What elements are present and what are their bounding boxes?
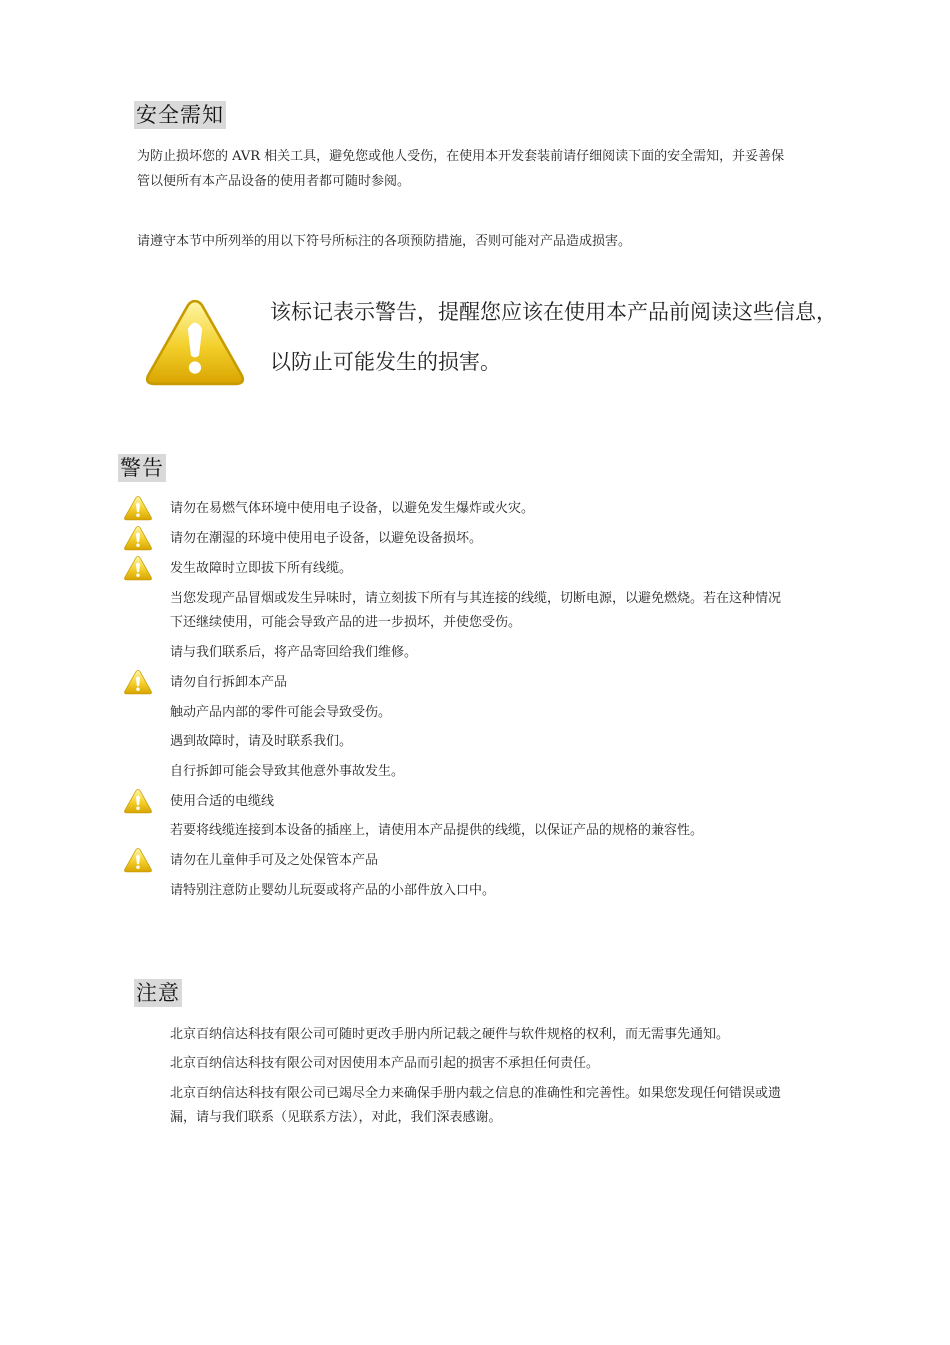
warning-detail: 触动产品内部的零件可能会导致受伤。: [170, 705, 392, 720]
notice-item: 北京百纳信达科技有限公司已竭尽全力来确保手册内载之信息的准确性和完善性。如果您发现任何错误或遗: [170, 1086, 782, 1101]
safety-title: 安全需知: [136, 103, 224, 127]
warning-item: 使用合适的电缆线: [170, 794, 275, 809]
warning-symbol-text-line-2: 以防止可能发生的损害。: [270, 350, 501, 374]
warning-detail: 当您发现产品冒烟或发生异味时，请立刻拔下所有与其连接的线缆，切断电源，以避免燃烧。若在这种情况: [170, 591, 782, 606]
warning-icon: [122, 788, 154, 814]
warning-detail: 请与我们联系后，将产品寄回给我们维修。: [170, 645, 418, 660]
warning-detail: 请特别注意防止婴幼儿玩耍或将产品的小部件放入口中。: [170, 883, 496, 898]
warning-detail: 遇到故障时，请及时联系我们。: [170, 734, 353, 749]
warning-icon: [122, 525, 154, 551]
warning-item: 请勿在易燃气体环境中使用电子设备，以避免发生爆炸或火灾。: [170, 501, 535, 516]
warning-item: 请勿在儿童伸手可及之处保管本产品: [170, 853, 379, 868]
warning-item: 请勿自行拆卸本产品: [170, 675, 288, 690]
warning-detail: 若要将线缆连接到本设备的插座上，请使用本产品提供的线缆，以保证产品的规格的兼容性。: [170, 823, 704, 838]
safety-intro-line-1: 为防止损坏您的 AVR 相关工具，避免您或他人受伤，在使用本开发套装前请仔细阅读下面的安全需知，并妥善保: [137, 149, 785, 164]
warning-icon: [122, 555, 154, 581]
warning-icon: [122, 847, 154, 873]
large-warning-icon: [142, 296, 248, 388]
warning-item: 请勿在潮湿的环境中使用电子设备，以避免设备损坏。: [170, 531, 483, 546]
warning-item: 发生故障时立即拔下所有线缆。: [170, 561, 353, 576]
notice-item: 北京百纳信达科技有限公司可随时更改手册内所记载之硬件与软件规格的权利，而无需事先通知。: [170, 1027, 730, 1042]
notice-title: 注意: [136, 981, 180, 1005]
safety-intro-line-2: 管以便所有本产品设备的使用者都可随时参阅。: [137, 174, 411, 189]
warning-detail: 下还继续使用，可能会导致产品的进一步损坏，并使您受伤。: [170, 615, 522, 630]
notice-item: 漏，请与我们联系（见联系方法），对此，我们深表感谢。: [170, 1110, 502, 1125]
warning-detail: 自行拆卸可能会导致其他意外事故发生。: [170, 764, 405, 779]
safety-instruction: 请遵守本节中所列举的用以下符号所标注的各项预防措施，否则可能对产品造成损害。: [137, 234, 632, 249]
warning-symbol-text-line-1: 该标记表示警告，提醒您应该在使用本产品前阅读这些信息，: [270, 300, 837, 324]
notice-item: 北京百纳信达科技有限公司对因使用本产品而引起的损害不承担任何责任。: [170, 1056, 600, 1071]
warnings-title: 警告: [120, 456, 164, 480]
warning-icon: [122, 669, 154, 695]
warning-icon: [122, 495, 154, 521]
